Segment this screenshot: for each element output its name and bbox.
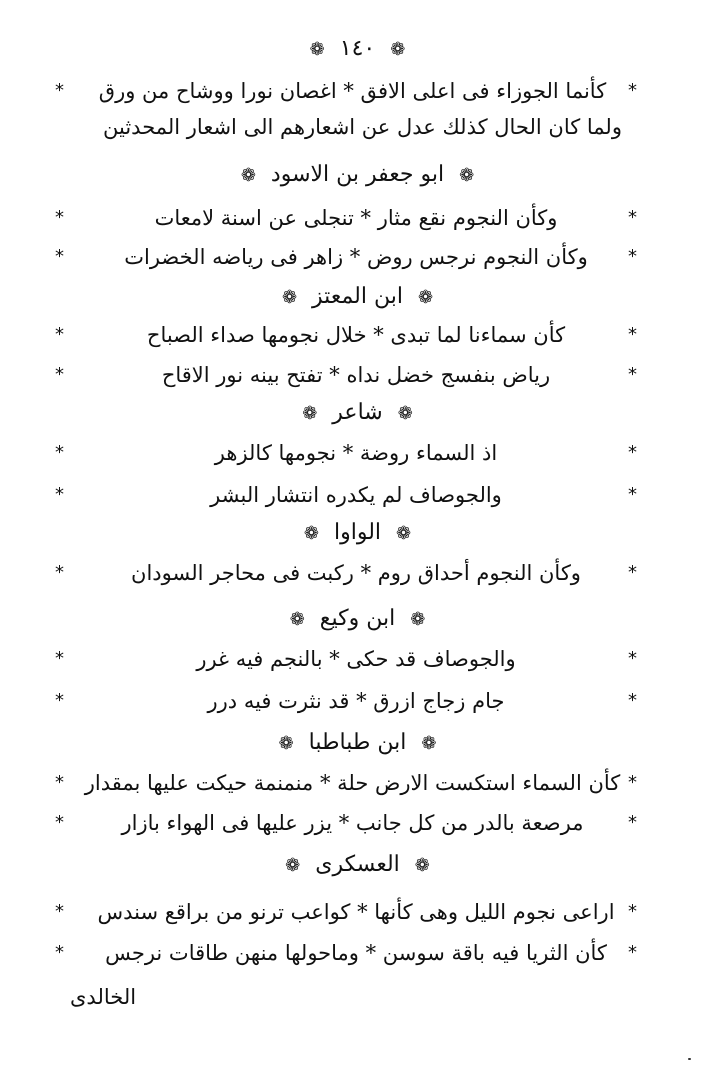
- verse-line: [0, 766, 715, 800]
- poet-heading: [0, 728, 715, 759]
- star-icon: *: [628, 484, 637, 505]
- ornament-icon: ❁: [421, 733, 437, 754]
- ornament-icon: ❁: [240, 165, 256, 186]
- verse-text: كأن سماءنا لما تبدى * خلال نجومها صداء الصباح: [146, 323, 566, 347]
- star-icon: *: [55, 484, 64, 505]
- heading-text: الواوا: [333, 520, 382, 545]
- star-icon: *: [55, 324, 64, 345]
- scan-speck: [688, 1058, 691, 1060]
- star-icon: *: [628, 812, 637, 833]
- poet-heading: [0, 160, 715, 191]
- verse-text: والجوصاف لم يكدره انتشار البشر: [210, 483, 502, 507]
- ornament-icon: ❁: [390, 39, 406, 60]
- prose-line: ولما كان الحال كذلك عدل عن اشعارهم الى اشعار المحدثين: [103, 115, 622, 139]
- poet-heading: [0, 604, 715, 635]
- ornament-icon: ❁: [278, 733, 294, 754]
- heading-text: ابو جعفر بن الاسود: [270, 162, 445, 187]
- verse-line: [0, 684, 715, 718]
- poet-heading: [0, 850, 715, 881]
- page-number: [0, 34, 715, 65]
- verse-line: [0, 240, 715, 274]
- verse-text: كأنما الجوزاء فى اعلى الافق * اغصان نورا ووشاح من ورق: [98, 79, 607, 103]
- star-icon: *: [55, 648, 64, 669]
- verse-line: [0, 318, 715, 352]
- verse-text: وكأن النجوم نرجس روض * زاهر فى رياضه الخضرات: [124, 245, 588, 269]
- ornament-icon: ❁: [309, 39, 325, 60]
- verse-line: [0, 478, 715, 512]
- star-icon: *: [628, 324, 637, 345]
- verse-text: وكأن النجوم نقع مثار * تنجلى عن اسنة لامعات: [154, 206, 558, 230]
- ornament-icon: ❁: [285, 855, 301, 876]
- star-icon: *: [628, 648, 637, 669]
- star-icon: *: [628, 246, 637, 267]
- verse-line: [0, 642, 715, 676]
- heading-text: العسكرى: [315, 852, 400, 877]
- star-icon: *: [55, 246, 64, 267]
- catchword: الخالدى: [70, 985, 137, 1009]
- ornament-icon: ❁: [397, 403, 413, 424]
- verse-line: [0, 806, 715, 840]
- ornament-icon: ❁: [289, 609, 305, 630]
- star-icon: *: [55, 942, 64, 963]
- verse-text: اراعى نجوم الليل وهى كأنها * كواعب ترنو من براقع سندس: [97, 900, 615, 924]
- verse-line: [0, 74, 715, 108]
- heading-text: ابن وكيع: [319, 606, 396, 631]
- star-icon: *: [55, 207, 64, 228]
- ornament-icon: ❁: [281, 287, 298, 308]
- ornament-icon: ❁: [396, 523, 412, 544]
- star-icon: *: [55, 562, 64, 583]
- ornament-icon: ❁: [410, 609, 426, 630]
- star-icon: *: [55, 772, 64, 793]
- star-icon: *: [628, 207, 637, 228]
- ornament-icon: ❁: [302, 403, 318, 424]
- star-icon: *: [628, 442, 637, 463]
- star-icon: *: [628, 772, 637, 793]
- poet-heading: [0, 398, 715, 429]
- star-icon: *: [628, 364, 637, 385]
- star-icon: *: [628, 562, 637, 583]
- star-icon: *: [55, 812, 64, 833]
- ornament-icon: ❁: [303, 523, 319, 544]
- star-icon: *: [55, 364, 64, 385]
- star-icon: *: [628, 901, 637, 922]
- verse-line: [0, 556, 715, 590]
- verse-text: كأن السماء استكست الارض حلة * منمنمة حيكت عليها بمقدار: [84, 771, 621, 795]
- star-icon: *: [628, 80, 637, 101]
- ornament-icon: ❁: [414, 855, 430, 876]
- heading-text: شاعر: [332, 400, 383, 425]
- verse-text: كأن الثريا فيه باقة سوسن * وماحولها منهن طاقات نرجس: [105, 941, 607, 965]
- ornament-icon: ❁: [417, 287, 434, 308]
- verse-line: [0, 358, 715, 392]
- verse-text: مرصعة بالدر من كل جانب * يزر عليها فى الهواء بازار: [121, 811, 584, 835]
- verse-text: والجوصاف قد حكى * بالنجم فيه غرر: [196, 647, 516, 671]
- star-icon: *: [55, 80, 64, 101]
- verse-line: [0, 436, 715, 470]
- star-icon: *: [55, 442, 64, 463]
- star-icon: *: [55, 690, 64, 711]
- heading-text: ابن المعتز: [312, 284, 403, 309]
- verse-text: اذ السماء روضة * نجومها كالزهر: [214, 441, 498, 465]
- verse-text: رياض بنفسج خضل نداه * تفتح بينه نور الاقاح: [161, 363, 551, 387]
- poet-heading: [0, 518, 715, 549]
- verse-line: [0, 895, 715, 929]
- verse-line: [0, 201, 715, 235]
- star-icon: *: [628, 942, 637, 963]
- heading-text: ابن طباطبا: [308, 730, 407, 755]
- verse-text: جام زجاج ازرق * قد نثرت فيه درر: [207, 689, 505, 713]
- verse-text: وكأن النجوم أحداق روم * ركبت فى محاجر السودان: [131, 561, 581, 585]
- poet-heading: [0, 282, 715, 313]
- star-icon: *: [55, 901, 64, 922]
- ornament-icon: ❁: [459, 165, 475, 186]
- page-number-text: ١٤٠: [339, 36, 376, 61]
- star-icon: *: [628, 690, 637, 711]
- verse-line: [0, 936, 715, 970]
